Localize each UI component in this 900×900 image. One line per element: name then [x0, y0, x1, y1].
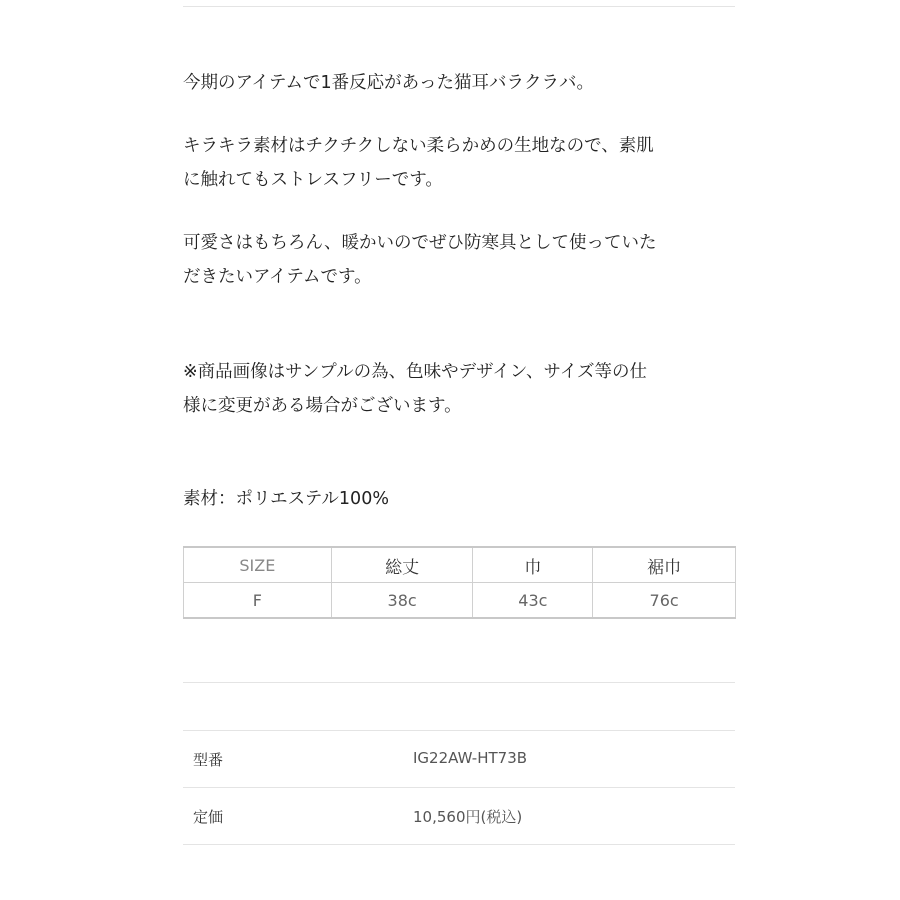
spec-value: 10,560円(税込) [413, 808, 523, 826]
section-divider [183, 682, 735, 683]
fabric-line: 素材：ポリエステル100% [183, 489, 389, 509]
description-disclaimer [183, 355, 743, 423]
lead-line: 今期のアイテムで1番反応があった猫耳バラクラバ。 [183, 73, 595, 93]
size-header-width: 巾 [473, 547, 593, 583]
length-cell: 38c [331, 583, 473, 619]
size-table-header-row [184, 547, 736, 583]
size-header-length: 総丈 [331, 547, 473, 583]
hem-width-cell: 76c [593, 583, 736, 619]
warmth-line-1: 可愛さはもちろん、暖かいのでぜひ防寒具として使っていた [183, 233, 657, 253]
width-cell: 43c [473, 583, 593, 619]
disclaimer-line-1: ※商品画像はサンプルの為、色味やデザイン、サイズ等の仕 [183, 362, 648, 382]
size-header-hem-width: 裾巾 [593, 547, 736, 583]
spec-row-price [183, 788, 735, 844]
disclaimer-line-2: 様に変更がある場合がございます。 [183, 396, 462, 416]
material-line-1: キラキラ素材はチクチクしない柔らかめの生地なので、素肌 [183, 136, 654, 156]
description-warmth-note [183, 226, 743, 294]
spec-value: IG22AW-HT73B [413, 749, 528, 767]
spec-row-model-number [183, 731, 735, 787]
spec-divider-bottom [183, 844, 735, 845]
description-fabric [183, 482, 743, 516]
warmth-line-2: だきたいアイテムです。 [183, 267, 372, 287]
description-lead [183, 66, 743, 100]
description-material-note [183, 129, 743, 197]
spec-label: 型番 [193, 751, 224, 769]
size-cell: F [184, 583, 332, 619]
top-divider [183, 6, 735, 7]
size-header-size: SIZE [184, 547, 332, 583]
size-table-row [184, 583, 736, 619]
spec-label: 定価 [193, 808, 224, 826]
size-table [183, 546, 736, 619]
material-line-2: に触れてもストレスフリーです。 [183, 170, 443, 190]
